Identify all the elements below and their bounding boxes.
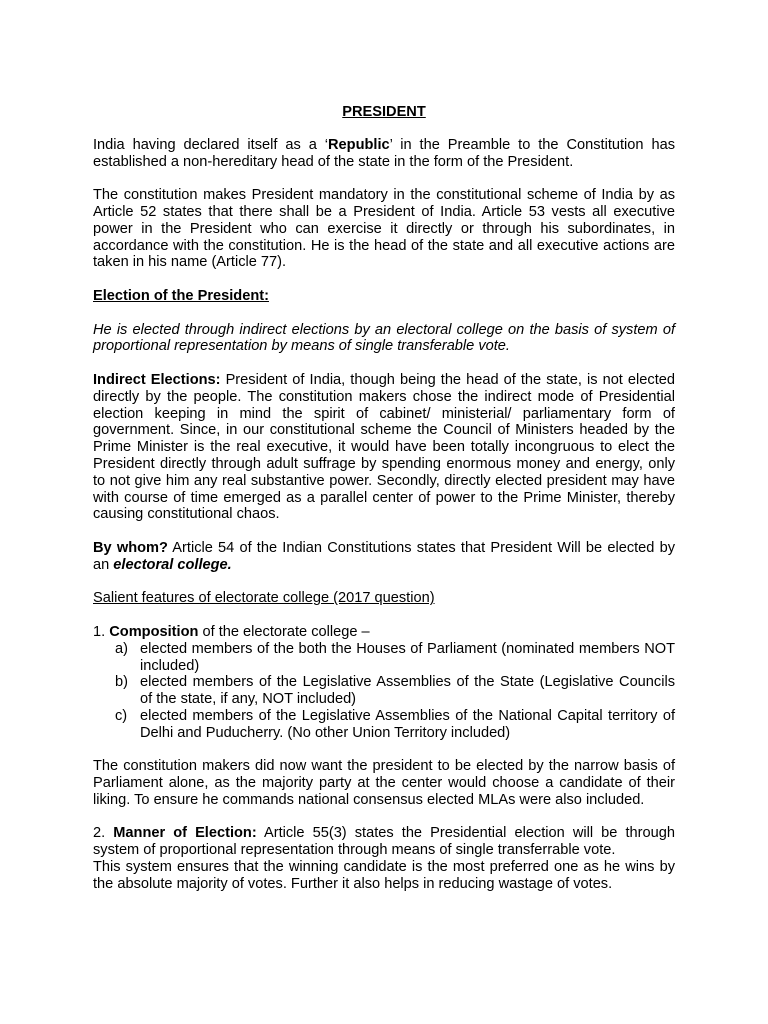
list-item-text: elected members of the both the Houses of Parliament (nominated members NOT included) bbox=[140, 640, 675, 674]
composition-number: 1. bbox=[93, 623, 110, 640]
by-whom-label: By whom? bbox=[93, 539, 168, 556]
indirect-elections-paragraph bbox=[93, 372, 675, 523]
manner-of-election-paragraph bbox=[93, 825, 675, 859]
manner-followup-paragraph: This system ensures that the winning candidate is the most preferred one as he wins by the absolute majority of votes. Further it also helps in reducing wastage of votes. bbox=[93, 859, 675, 892]
narrow-basis-paragraph: The constitution makers did now want the president to be elected by the narrow basis of Parliament alone, as the majority party at the center would choose a candidate of their liking. To ensure he commands national consensus elected MLAs were also included. bbox=[93, 758, 675, 808]
manner-label: Manner of Election: bbox=[113, 825, 257, 842]
composition-text: of the electorate college – bbox=[198, 623, 370, 640]
intro-republic-bold: Republic bbox=[328, 136, 390, 153]
intro-text-start: India having declared itself as a ‘ bbox=[93, 136, 328, 153]
list-item bbox=[93, 708, 675, 742]
page-title: PRESIDENT bbox=[342, 104, 426, 120]
by-whom-text: Article 54 of the Indian Constitutions states that President Will be elected by an bbox=[93, 539, 676, 573]
salient-features-heading: Salient features of electorate college (2017 question) bbox=[93, 590, 435, 607]
mandatory-paragraph: The constitution makes President mandatory in the constitutional scheme of India by as Article 52 states that there shall be a President of India. Article 53 vests all executive power in the President who can exercise it directly or through his subordinates, in accordance with the constitution. He is the head of the state and all executive actions are taken in his name (Article 77). bbox=[93, 187, 675, 271]
list-marker: b) bbox=[115, 674, 128, 691]
election-italic-paragraph: He is elected through indirect elections by an electoral college on the basis of system of proportional representation by means of single transferable vote. bbox=[93, 321, 675, 355]
composition-intro bbox=[93, 624, 675, 641]
list-marker: c) bbox=[115, 707, 128, 724]
manner-text: Article 55(3) states the Presidential election will be through system of proportional representation through means of single transferrable vote. bbox=[93, 825, 675, 859]
by-whom-paragraph bbox=[93, 540, 675, 574]
composition-list bbox=[93, 641, 675, 742]
list-item-text: elected members of the Legislative Assemblies of the State (Legislative Councils of the state, if any, NOT included) bbox=[140, 674, 675, 708]
list-item bbox=[93, 641, 675, 675]
indirect-elections-label: Indirect Elections: bbox=[93, 371, 221, 388]
electoral-college-emphasis: electoral college. bbox=[113, 556, 232, 573]
manner-number: 2. bbox=[93, 825, 114, 842]
list-item bbox=[93, 674, 675, 708]
composition-label: Composition bbox=[109, 623, 199, 640]
list-item-text: elected members of the Legislative Assemblies of the National Capital territory of Delhi and Puducherry. (No other Union Territory included) bbox=[140, 707, 675, 741]
document-page bbox=[93, 104, 675, 893]
indirect-elections-text: President of India, though being the head of the state, is not elected directly by the people. The constitution makers chose the indirect mode of Presidential election keeping in mind the spirit of cabinet/ ministerial/ parliamentary form of government. Since, in our constitutional scheme the Council of Ministers headed by the Prime Minister is the real executive, it would have been totally incongruous to elect the President directly through adult suffrage by spending enormous money and energy, only to not give him any real substantive power. Secondly, directly elected president may have with course of time emerged as a parallel center of power to the Prime Minister, thereby causing constitutional chaos. bbox=[93, 371, 675, 523]
election-heading: Election of the President: bbox=[93, 287, 269, 304]
intro-paragraph bbox=[93, 137, 675, 171]
list-marker: a) bbox=[115, 640, 128, 657]
intro-text-end: ’ in the Preamble to the Constitution has established a non-hereditary head of the state in the form of the President. bbox=[93, 136, 675, 170]
